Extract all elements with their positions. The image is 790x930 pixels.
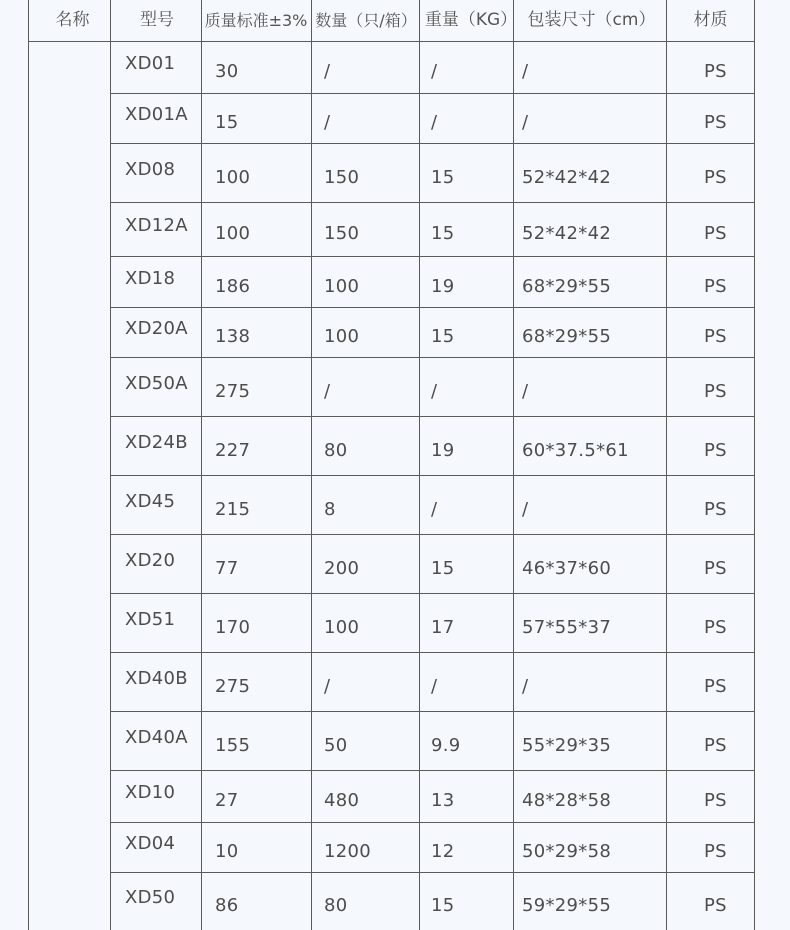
- table-cell-size: 55*29*35: [522, 734, 612, 756]
- table-cell-weight-g: 100: [215, 166, 251, 188]
- table-cell-weight-g: 30: [215, 61, 239, 82]
- grid-line-vertical: [311, 0, 312, 930]
- table-cell-model: XD20A: [125, 318, 188, 339]
- table-cell-material: PS: [704, 275, 727, 297]
- grid-line-horizontal: [110, 711, 755, 712]
- table-cell-model: XD12A: [125, 215, 188, 236]
- header-cell: 名称: [55, 10, 90, 30]
- table-cell-model: XD40A: [125, 726, 188, 748]
- table-cell-material: PS: [704, 790, 727, 811]
- table-cell-qty: 100: [324, 616, 360, 638]
- table-cell-size: 57*55*37: [522, 616, 612, 638]
- table-cell-model: XD50A: [125, 372, 188, 394]
- table-cell-material: PS: [704, 734, 727, 756]
- table-cell-kg: /: [431, 61, 438, 82]
- table-cell-material: PS: [704, 895, 727, 916]
- table-cell-weight-g: 138: [215, 326, 251, 347]
- table-cell-qty: 150: [324, 166, 360, 188]
- header-cell: 包装尺寸（cm）: [527, 10, 656, 30]
- table-cell-size: /: [522, 112, 529, 133]
- grid-line-horizontal: [110, 93, 755, 94]
- table-cell-weight-g: 77: [215, 557, 239, 579]
- table-cell-kg: /: [431, 112, 438, 133]
- table-cell-material: PS: [704, 841, 727, 862]
- table-cell-model: XD08: [125, 158, 176, 180]
- grid-line-horizontal: [110, 307, 755, 308]
- table-cell-model: XD04: [125, 833, 176, 854]
- table-cell-size: /: [522, 498, 529, 520]
- header-cell: 质量标准±3%: [204, 11, 308, 30]
- table-cell-kg: 19: [431, 439, 455, 461]
- table-cell-model: XD50: [125, 887, 176, 908]
- table-cell-weight-g: 186: [215, 275, 251, 297]
- header-cell: 数量（只/箱）: [315, 11, 417, 30]
- product-spec-table: [28, 0, 755, 930]
- table-cell-model: XD40B: [125, 667, 188, 689]
- grid-line-horizontal: [110, 822, 755, 823]
- table-cell-qty: 80: [324, 895, 348, 916]
- grid-line-horizontal: [110, 872, 755, 873]
- table-cell-qty: /: [324, 112, 331, 133]
- grid-line-vertical: [201, 0, 202, 930]
- table-cell-qty: 480: [324, 790, 360, 811]
- table-cell-size: 50*29*58: [522, 841, 612, 862]
- table-cell-weight-g: 27: [215, 790, 239, 811]
- table-cell-qty: 1200: [324, 841, 372, 862]
- table-cell-kg: 13: [431, 790, 455, 811]
- grid-line-horizontal: [110, 593, 755, 594]
- grid-line-horizontal: [110, 475, 755, 476]
- table-cell-size: 59*29*55: [522, 895, 612, 916]
- table-cell-weight-g: 10: [215, 841, 239, 862]
- table-cell-material: PS: [704, 557, 727, 579]
- table-cell-size: 60*37.5*61: [522, 439, 629, 461]
- header-cell: 型号: [140, 10, 174, 30]
- table-cell-model: XD20: [125, 549, 176, 571]
- table-cell-size: 52*42*42: [522, 223, 612, 244]
- table-cell-material: PS: [704, 223, 727, 244]
- table-cell-qty: 100: [324, 326, 360, 347]
- header-cell: 材质: [693, 10, 728, 30]
- table-cell-weight-g: 86: [215, 895, 239, 916]
- table-cell-qty: /: [324, 380, 331, 402]
- table-cell-size: 52*42*42: [522, 166, 612, 188]
- table-cell-material: PS: [704, 675, 727, 697]
- table-cell-kg: /: [431, 498, 438, 520]
- table-cell-weight-g: 170: [215, 616, 251, 638]
- table-cell-size: 48*28*58: [522, 790, 612, 811]
- table-cell-qty: 80: [324, 439, 348, 461]
- grid-line-horizontal: [110, 770, 755, 771]
- table-cell-weight-g: 275: [215, 380, 251, 402]
- grid-line-horizontal: [110, 256, 755, 257]
- grid-line-horizontal: [28, 41, 755, 42]
- table-cell-size: 46*37*60: [522, 557, 612, 579]
- table-cell-material: PS: [704, 439, 727, 461]
- grid-line-vertical: [419, 0, 420, 930]
- table-cell-kg: 15: [431, 326, 455, 347]
- table-cell-weight-g: 215: [215, 498, 251, 520]
- table-cell-model: XD51: [125, 608, 176, 630]
- table-cell-weight-g: 227: [215, 439, 251, 461]
- table-cell-weight-g: 15: [215, 112, 239, 133]
- table-cell-kg: 15: [431, 223, 455, 244]
- header-cell: 重量（KG）: [424, 10, 518, 30]
- table-cell-kg: 12: [431, 841, 455, 862]
- table-cell-model: XD24B: [125, 431, 188, 453]
- table-cell-size: /: [522, 380, 529, 402]
- table-cell-material: PS: [704, 616, 727, 638]
- table-cell-weight-g: 100: [215, 223, 251, 244]
- table-cell-material: PS: [704, 326, 727, 347]
- table-cell-kg: 17: [431, 616, 455, 638]
- table-cell-kg: 9.9: [431, 734, 461, 756]
- grid-line-horizontal: [110, 357, 755, 358]
- table-cell-kg: 15: [431, 166, 455, 188]
- grid-line-horizontal: [110, 652, 755, 653]
- table-cell-material: PS: [704, 112, 727, 133]
- table-cell-qty: 8: [324, 498, 336, 520]
- table-cell-qty: /: [324, 61, 331, 82]
- table-cell-qty: 200: [324, 557, 360, 579]
- table-cell-kg: 15: [431, 557, 455, 579]
- grid-line-vertical: [110, 0, 111, 930]
- table-cell-model: XD18: [125, 267, 176, 289]
- table-cell-model: XD10: [125, 782, 176, 803]
- table-cell-kg: 19: [431, 275, 455, 297]
- table-cell-weight-g: 155: [215, 734, 251, 756]
- table-cell-material: PS: [704, 61, 727, 82]
- grid-line-vertical: [666, 0, 667, 930]
- table-cell-model: XD01A: [125, 104, 188, 125]
- table-cell-kg: /: [431, 380, 438, 402]
- table-cell-size: 68*29*55: [522, 326, 612, 347]
- grid-line-horizontal: [110, 534, 755, 535]
- table-cell-size: 68*29*55: [522, 275, 612, 297]
- table-cell-weight-g: 275: [215, 675, 251, 697]
- table-cell-qty: 150: [324, 223, 360, 244]
- table-cell-qty: 50: [324, 734, 348, 756]
- table-cell-qty: 100: [324, 275, 360, 297]
- table-cell-kg: /: [431, 675, 438, 697]
- table-cell-qty: /: [324, 675, 331, 697]
- grid-line-vertical: [513, 0, 514, 930]
- grid-line-vertical: [28, 0, 29, 930]
- grid-line-horizontal: [110, 143, 755, 144]
- table-cell-model: XD45: [125, 490, 176, 512]
- table-cell-size: /: [522, 675, 529, 697]
- grid-line-vertical: [754, 0, 755, 930]
- grid-line-horizontal: [110, 202, 755, 203]
- grid-line-horizontal: [110, 416, 755, 417]
- table-cell-model: XD01: [125, 53, 176, 74]
- table-cell-material: PS: [704, 498, 727, 520]
- table-cell-material: PS: [704, 380, 727, 402]
- table-cell-material: PS: [704, 166, 727, 188]
- table-cell-size: /: [522, 61, 529, 82]
- table-cell-kg: 15: [431, 895, 455, 916]
